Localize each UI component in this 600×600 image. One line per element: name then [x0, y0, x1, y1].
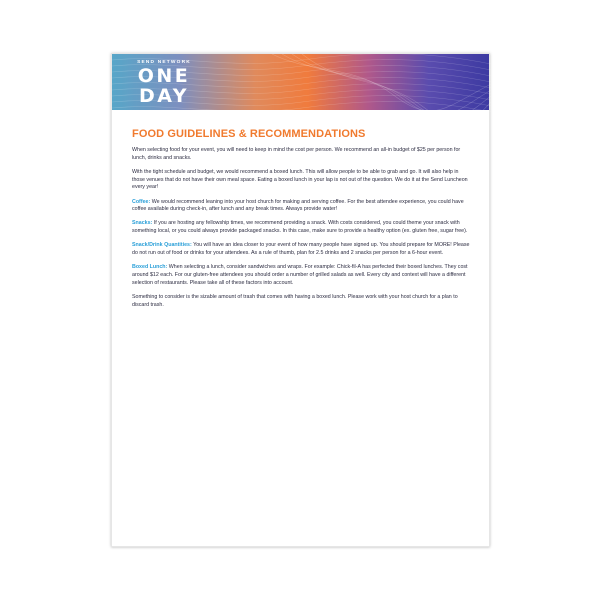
paragraph-text: When selecting a lunch, consider sandwiches and wraps. For example: Chick-fil-A has perfected their boxed lunches. They cost around $12 each. For our gluten-free attendees you should order a number of grilled salads as well. Every city and context will have a different selection of restaurants. Please take all of these factors into account.: [132, 264, 468, 286]
paragraph-trash: [132, 294, 470, 309]
page-title: FOOD GUIDELINES & RECOMMENDATIONS: [132, 128, 366, 140]
paragraph-text: We would recommend leaning into your host church for making and serving coffee. For the best attendee experience, you could have coffee available during check-in, after lunch and any break times. Always provide water!: [132, 198, 464, 213]
brand-network-text: SEND NETWORK: [137, 60, 191, 65]
paragraph-boxed-lunch: [132, 264, 470, 287]
paragraph-lead: Boxed Lunch:: [132, 264, 168, 271]
paragraph-text: If you are hosting any fellowship times, we recommend providing a snack. With costs considered, you could theme your snack with something local, or you could always provide packaged snacks. In this case, make sure to provide a healthy option (ex. gluten free, sugar free).: [132, 220, 468, 235]
header-banner: [112, 54, 489, 121]
paragraph-list: [132, 147, 470, 309]
paragraph-lead: Coffee:: [132, 198, 151, 205]
brand-mark-icon: 2S: [159, 113, 170, 124]
document-content: [132, 128, 470, 316]
paragraph-budget: [132, 147, 470, 162]
brand-name: ONE DAY: [137, 65, 191, 107]
document-page: [111, 53, 490, 547]
paragraph-text: Something to consider is the sizable amount of trash that comes with having a boxed lunch. Please work with your host church for a plan to discard trash.: [132, 293, 458, 308]
paragraph-quantities: [132, 242, 470, 257]
paragraph-boxed-lunch-intro: [132, 169, 470, 192]
paragraph-coffee: [132, 199, 470, 214]
paragraph-text: When selecting food for your event, you will need to keep in mind the cost per person. We recommend an all-in budget of $25 per person for lunch, drinks and snacks.: [132, 147, 461, 161]
brand-logo: [125, 60, 203, 124]
paragraph-lead: Snack/Drink Quantities:: [132, 242, 192, 249]
paragraph-lead: Snacks:: [132, 220, 153, 227]
paragraph-text: With the tight schedule and budget, we would recommend a boxed lunch. This will allow people to be able to grab and go. It will also help in those venues that do not have their own meal space. Eating a boxed lunch in your lap is not out of the question. We do it at the Send Luncheon every year!: [132, 168, 468, 191]
paragraph-text: You will have an idea closer to your event of how many people have signed up. You should prepare for MORE! Please do not run out of food or drinks for your attendees. As a rule of thumb, plan for 2.5 drinks and 2 snacks per person for a 6-hour event.: [132, 242, 470, 257]
paragraph-snacks: [132, 220, 470, 235]
